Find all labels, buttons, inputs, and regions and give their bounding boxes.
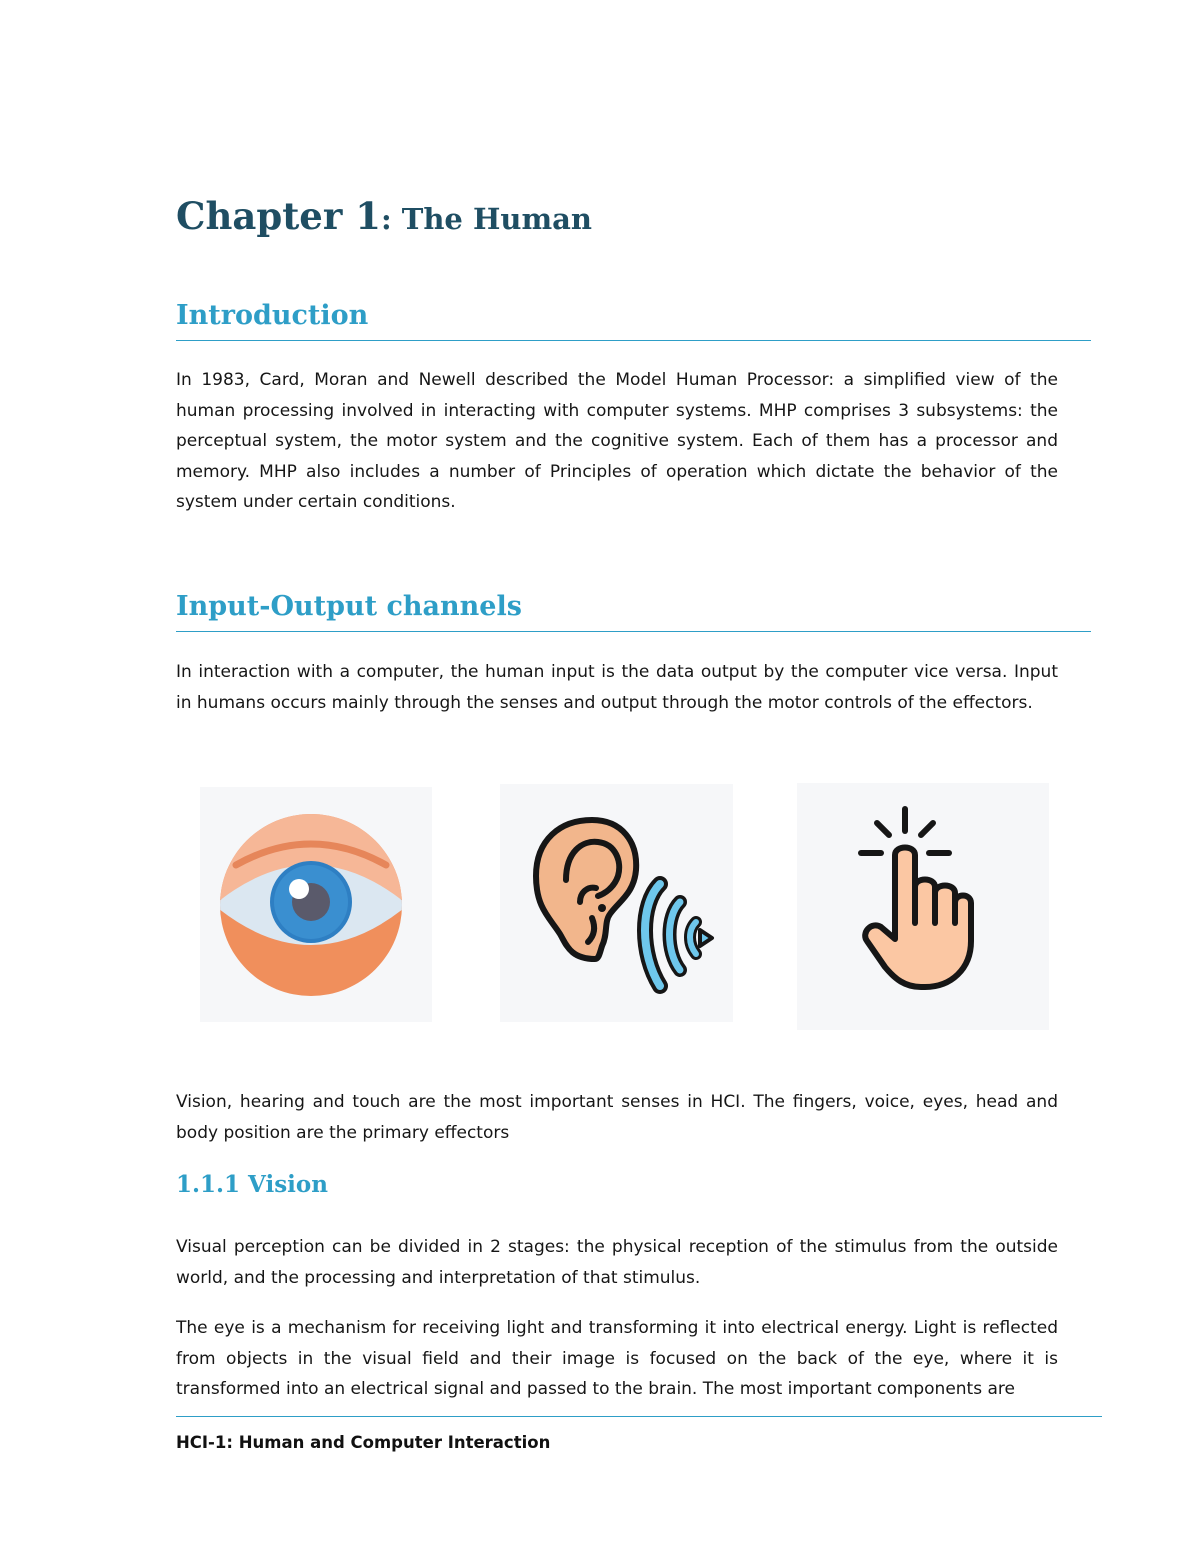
chapter-title-sub: : The Human — [380, 202, 593, 236]
io-channels-paragraph: In interaction with a computer, the human input is the data output by the computer vice versa. Input in humans occurs mainly through the senses and output through the motor controls of the effectors. — [176, 662, 1058, 713]
chapter-title — [176, 188, 592, 247]
touch-hand-icon — [797, 783, 1049, 1030]
section-heading-introduction: Introduction — [176, 296, 1091, 341]
ear-sound-icon — [500, 784, 733, 1022]
footer-text: HCI-1: Human and Computer Interaction — [176, 1433, 551, 1452]
section-heading-input-output: Input-Output channels — [176, 587, 1091, 632]
footer-divider — [176, 1416, 1102, 1417]
chapter-title-main: Chapter 1 — [176, 194, 381, 238]
sub-heading-vision: 1.1.1 Vision — [176, 1171, 328, 1198]
eye-illustration — [200, 787, 432, 1022]
senses-paragraph: Vision, hearing and touch are the most important senses in HCI. The fingers, voice, eyes, head and body position are the primary effectors — [176, 1092, 1058, 1143]
vision-paragraph-2: The eye is a mechanism for receiving light and transforming it into electrical energy. Light is reflected from objects in the visual field and their image is focused on the back of the eye, where it is transformed into an electrical signal and passed to the brain. The most important components are — [176, 1318, 1058, 1399]
touch-illustration — [797, 783, 1049, 1030]
ear-illustration — [500, 784, 733, 1022]
introduction-paragraph: In 1983, Card, Moran and Newell described the Model Human Processor: a simplified view of the human processing involved in interacting with computer systems. MHP comprises 3 subsystems: the perceptual system, the motor system and the cognitive system. Each of them has a processor and memory. MHP also includes a number of Principles of operation which dictate the behavior of the system under certain conditions. — [176, 370, 1058, 512]
vision-paragraph-1: Visual perception can be divided in 2 stages: the physical reception of the stimulus from the outside world, and the processing and interpretation of that stimulus. — [176, 1237, 1058, 1288]
eye-icon — [200, 787, 432, 1022]
